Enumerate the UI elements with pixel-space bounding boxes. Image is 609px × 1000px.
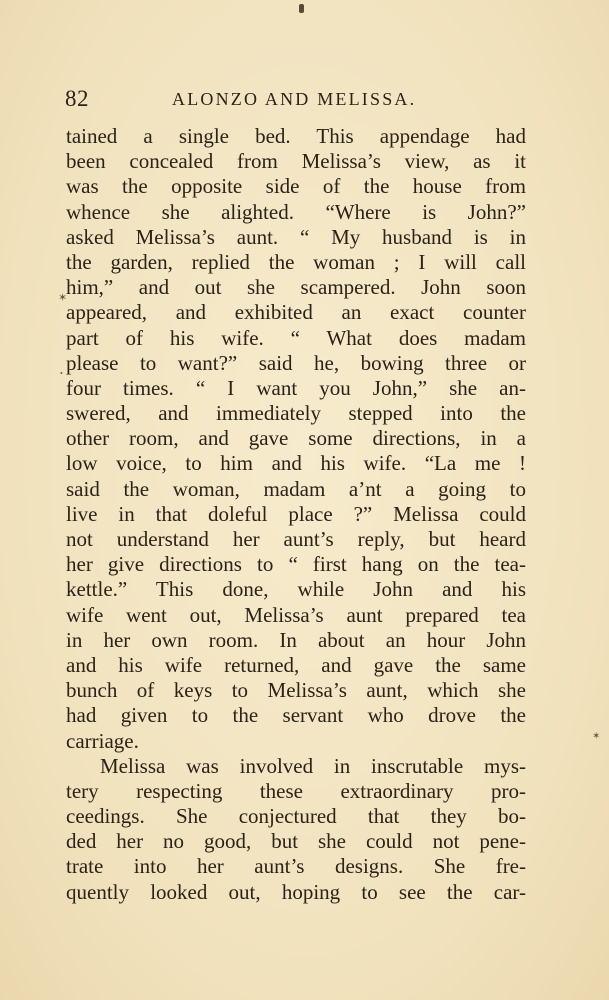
margin-mark-left-upper: ✶ xyxy=(58,292,68,304)
text-line: bunch of keys to Melissa’s aunt, which she xyxy=(66,678,526,703)
paragraph-start-line: Melissa was involved in inscrutable mys- xyxy=(100,753,526,778)
text-line: whence she alighted. “Where is John?” xyxy=(66,199,526,224)
text-line: been concealed from Melissa’s view, as it xyxy=(66,149,526,174)
text-line: part of his wife. “ What does madam xyxy=(66,325,526,350)
text-line: live in that doleful place ?” Melissa could xyxy=(66,501,526,526)
text-line: him,” and out she scampered. John soon xyxy=(66,275,526,300)
text-line: wife went out, Melissa’s aunt prepared tea xyxy=(66,602,526,627)
margin-mark-left-lower: • xyxy=(60,369,63,378)
running-head xyxy=(65,86,525,116)
text-line: the garden, replied the woman ; I will call xyxy=(66,249,526,274)
text-line: ceedings. She conjectured that they bo- xyxy=(66,804,526,829)
text-line: not understand her aunt’s reply, but heard xyxy=(66,527,526,551)
text-line: trate into her aunt’s designs. She fre- xyxy=(66,854,526,879)
body-text xyxy=(66,124,526,905)
margin-mark-right: ✶ xyxy=(592,731,601,742)
text-line: in her own room. In about an hour John xyxy=(66,627,526,652)
running-title: ALONZO AND MELISSA. xyxy=(172,89,417,109)
text-line: tained a single bed. This appendage had xyxy=(66,124,526,148)
text-line: ded her no good, but she could not pene- xyxy=(66,829,526,854)
text-line: swered, and immediately stepped into the xyxy=(66,401,526,426)
text-line: please to want?” said he, bowing three or xyxy=(66,350,526,375)
text-line: other room, and gave some directions, in a xyxy=(66,426,526,451)
text-line: had given to the servant who drove the xyxy=(66,703,526,728)
text-line: four times. “ I want you John,” she an- xyxy=(66,375,526,400)
text-line: tery respecting these extraordinary pro- xyxy=(66,778,526,803)
text-line: quently looked out, hoping to see the car- xyxy=(66,879,526,904)
text-line: asked Melissa’s aunt. “ My husband is in xyxy=(66,224,526,249)
text-line: and his wife returned, and gave the same xyxy=(66,652,526,677)
text-line: was the opposite side of the house from xyxy=(66,174,526,199)
text-line: low voice, to him and his wife. “La me ! xyxy=(66,451,526,476)
page-number: 82 xyxy=(65,86,89,111)
text-line: said the woman, madam a’nt a going to xyxy=(66,476,526,501)
text-line: her give directions to “ first hang on the tea- xyxy=(66,552,526,577)
text-line: appeared, and exhibited an exact counter xyxy=(66,300,526,325)
text-line: kettle.” This done, while John and his xyxy=(66,577,526,602)
paragraph-end-line: carriage. xyxy=(66,728,139,753)
ink-blot-mark xyxy=(299,4,304,13)
